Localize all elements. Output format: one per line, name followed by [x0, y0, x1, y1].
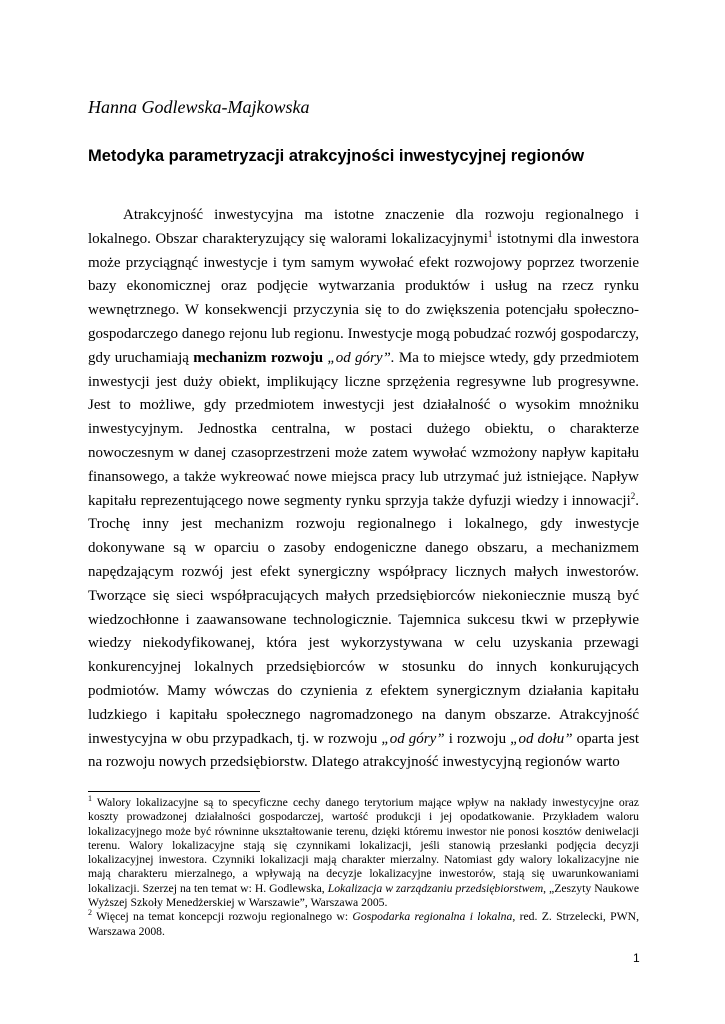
footnote-2-text: Więcej na temat koncepcji rozwoju regionalnego w: [92, 910, 353, 924]
footnotes [88, 796, 639, 939]
footnote-2-source: , red. Z. Strzelecki, PWN, Warszawa 2008. [88, 910, 639, 938]
footnote-1-title: Lokalizacja w zarządzaniu przedsiębiorstwem [327, 881, 544, 895]
body-paragraph [88, 204, 639, 775]
author-name: Hanna Godlewska-Majkowska [88, 97, 310, 117]
body-text-3: Ma to miejsce wtedy, gdy przedmiotem inwestycji jest duży obiekt, implikujący liczne sprzężenia regresywne lub progresywne. Jest to możliwe, gdy przedmiotem inwestycji jest działalność o wysokim mnożniku inwestycyjnym. Jednostka centralna, w postaci dużego obiektu, o charakterze nowoczesnym w danej czasoprzestrzeni może zatem wywołać wzmożony napływ kapitału finansowego, a także wykreować nowe miejsca pracy lub utrzymać już istniejące. Napływ kapitału reprezentującego nowe segmenty rynku sprzyja także dyfuzji wiedzy i innowacji [88, 349, 639, 509]
body-text-4: . Trochę inny jest mechanizm rozwoju regionalnego i lokalnego, gdy inwestycje dokonywane są w oparciu o zasoby endogeniczne danego obszaru, a mechanizmem napędzającym rozwój jest efekt synergiczny współpracy licznych małych inwestorów. Tworzące się sieci współpracujących małych przedsiębiorców niekoniecznie muszą być wiedzochłonne i zaawansowane technologicznie. Tajemnica sukcesu tkwi w przepływie wiedzy niekodyfikowanej, która jest wykorzystywana w celu uzyskania przewagi konkurencyjnej lokalnych przedsiębiorców w stosunku do innych konkurujących podmiotów. Mamy wówczas do czynienia z efektem synergicznym działania kapitału ludzkiego i kapitału społecznego nagromadzonego na danym obszarze. Atrakcyjność inwestycyjna w obu przypadkach, tj. w rozwoju [88, 492, 639, 747]
italic-term-1: „od góry”. [323, 349, 395, 366]
footnote-2 [88, 910, 639, 939]
body-text-6: oparta jest na rozwoju nowych przedsiębiorstw. Dlatego atrakcyjność inwestycyjną regionów warto [88, 730, 639, 771]
footnote-1 [88, 796, 639, 910]
footnote-separator [88, 791, 260, 792]
body-text-1: Atrakcyjność inwestycyjna ma istotne znaczenie dla rozwoju regionalnego i lokalnego. Obszar charakteryzujący się walorami lokalizacyjnymi [88, 207, 639, 247]
italic-term-2: „od góry” [381, 730, 445, 747]
footnote-ref-2[interactable]: 2 [630, 490, 636, 501]
footnote-ref-1[interactable]: 1 [487, 228, 493, 239]
article-title: Metodyka parametryzacji atrakcyjności inwestycyjnej regionów [88, 147, 585, 165]
footnote-1-text: Walory lokalizacyjne są to specyficzne cechy danego terytorium mające wpływ na nakłady inwestycyjne oraz koszty prowadzonej działalności gospodarczej, wartość produkcji i jej opodatkowanie. Przykładem waloru lokalizacyjnego może być równinne ukształtowanie terenu, dzięki któremu inwestor nie ponosi kosztów deniwelacji terenu. Walory lokalizacyjne stają się czynnikami lokalizacji, jeśli stanowią przesłanki podjęcia decyzji lokalizacyjnej inwestora. Czynniki lokalizacji mają charakter mierzalny. Natomiast gdy walory lokalizacyjne nie mają charakteru mierzalnego, a wpływają na decyzje lokalizacyjne inwestorów, stają się uwarunkowaniami lokalizacji. Szerzej na ten temat w: H. Godlewska, [88, 796, 639, 895]
bold-term: mechanizm rozwoju [193, 349, 324, 366]
footnote-2-title: Gospodarka regionalna i lokalna [352, 910, 513, 924]
footnote-2-number: 2 [88, 908, 92, 918]
footnote-1-source: , „Zeszyty Naukowe Wyższej Szkoły Menedżerskiej w Warszawie”, Warszawa 2005. [88, 881, 640, 910]
body-text-2: istotnymi dla inwestora może przyciągnąć inwestycje i tym samym wywołać efekt rozwojowy poprzez tworzenie bazy ekonomicznej oraz podjęcie wytwarzania produktów i usług na rzecz rynku wewnętrznego. W konsekwencji przyczynia się to do zwiększenia potencjału społeczno-gospodarczego danego rejonu lub regionu. Inwestycje mogą pobudzać rozwój gospodarczy, gdy uruchamiają [88, 230, 639, 366]
footnote-1-number: 1 [88, 794, 92, 804]
italic-term-3: „od dołu” [510, 730, 573, 747]
body-text-5: i rozwoju [444, 730, 511, 747]
page-number: 1 [633, 951, 640, 965]
